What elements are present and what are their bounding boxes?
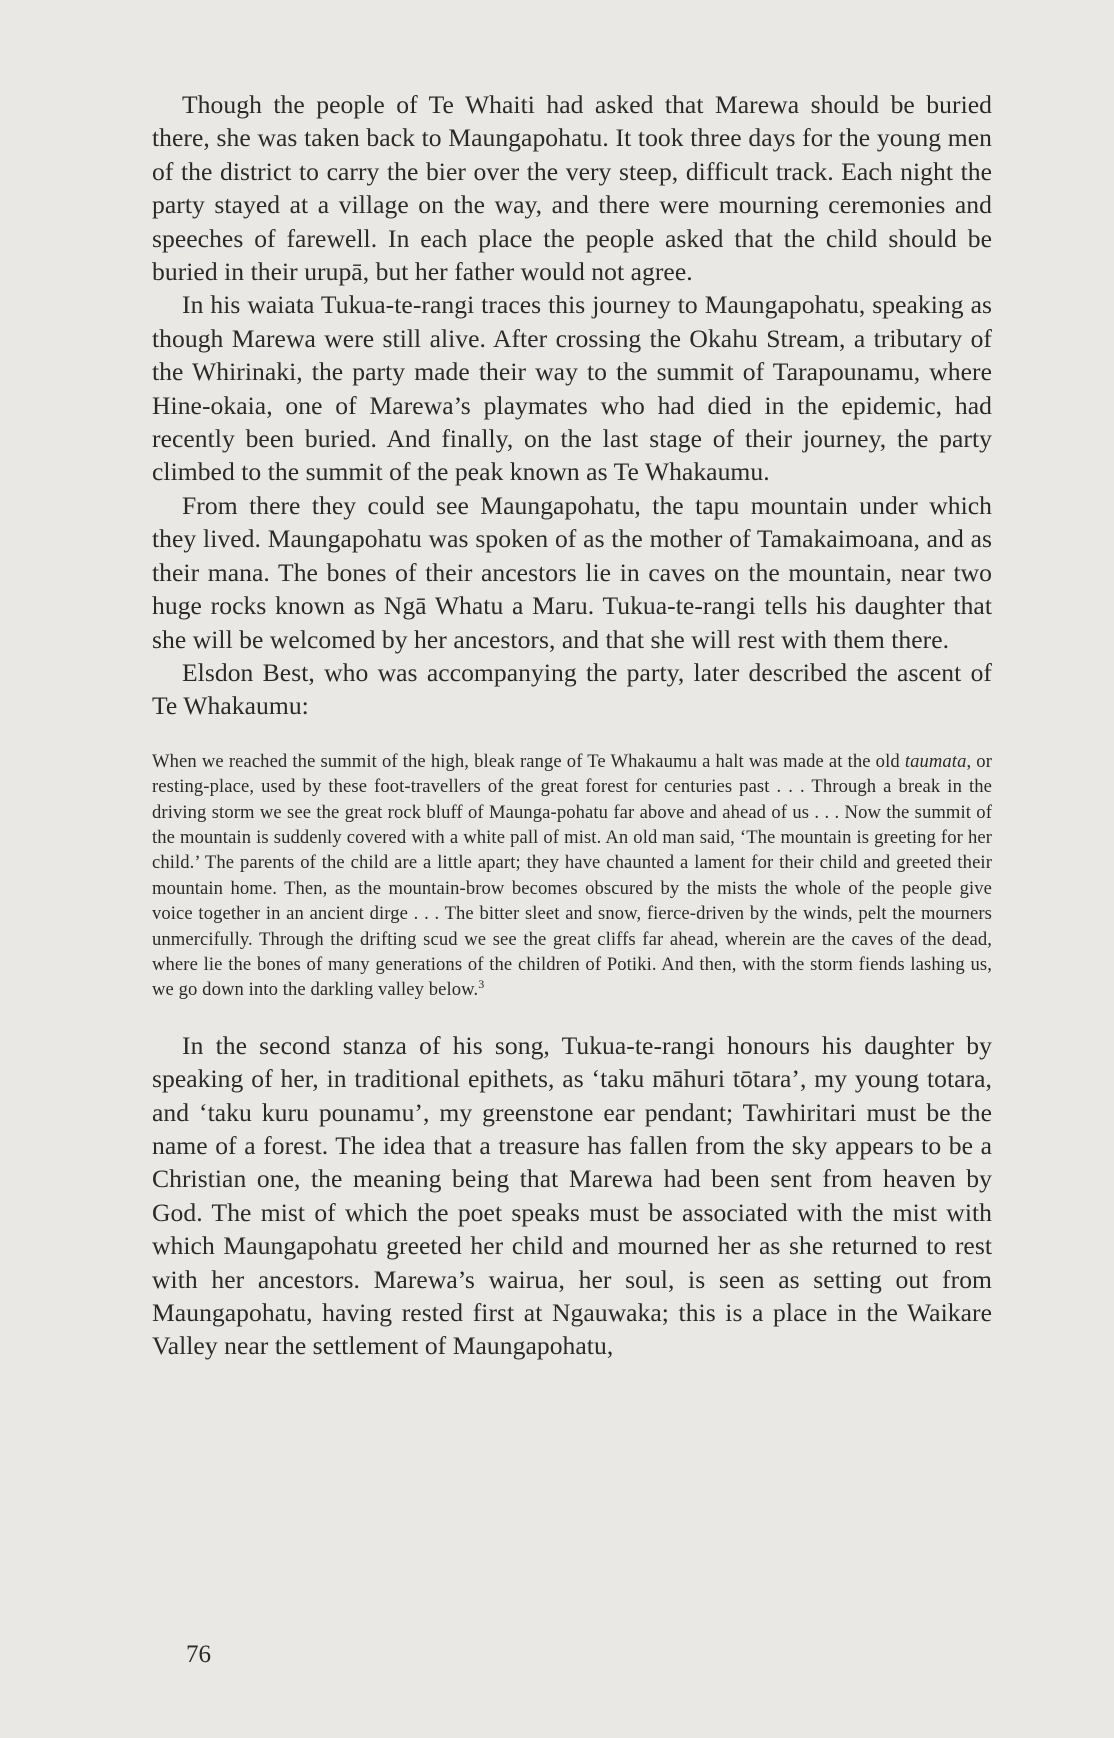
quote-italic-term: taumata <box>904 750 967 772</box>
body-text <box>152 88 992 1363</box>
paragraph-journey: In his waiata Tukua-te-rangi traces this journey to Maungapohatu, speaking as though Marewa were still alive. After crossing the Okahu Stream, a tributary of the Whirinaki, the party made their way to the summit of Tarapounamu, where Hine-okaia, one of Marewa’s playmates who had died in the epidemic, had recently been buried. And finally, on the last stage of their journey, the party climbed to the summit of the peak known as Te Whakaumu. <box>152 290 992 487</box>
page-number: 76 <box>186 1641 211 1668</box>
footnote-reference: 3 <box>478 977 485 992</box>
quote-text-end: , or resting-place, used by these foot-travellers of the great forest for centuries past . . . Through a break in the driving storm we see the great rock bluff of Maunga-pohatu far above and ahead of us . . . Now the summit of the mountain is suddenly covered with a white pall of mist. An old man said, ‘The mountain is greeting for her child.’ The parents of the child are a little apart; they have chaunted a lament for their child and greeted their mountain home. Then, as the mountain-brow becomes obscured by the mists the whole of the people give voice together in an ancient dirge . . . The bitter sleet and snow, fierce-driven by the winds, pelt the mourners unmercifully. Through the drifting scud we see the great cliffs far ahead, wherein are the caves of the dead, where lie the bones of many generations of the children of Potiki. And then, with the storm fiends lashing us, we go down into the darkling valley below. <box>152 750 992 1001</box>
paragraph-burial: Though the people of Te Whaiti had asked that Marewa should be buried there, she was taken back to Maungapohatu. It took three days for the young men of the district to carry the bier over the very steep, difficult track. Each night the party stayed at a village on the way, and there were mourning ceremonies and speeches of farewell. In each place the people asked that the child should be buried in their urupā, but her father would not agree. <box>152 90 992 287</box>
block-quote <box>152 749 992 1003</box>
paragraph-mountain: From there they could see Maungapohatu, the tapu mountain under which they lived. Maungapohatu was spoken of as the mother of Tamakaimoana, and as their mana. The bones of their ancestors lie in caves on the mountain, near two huge rocks known as Ngā Whatu a Maru. Tukua-te-rangi tells his daughter that she will be welcomed by her ancestors, and that she will rest with them there. <box>152 490 992 654</box>
paragraph-best-intro: Elsdon Best, who was accompanying the party, later described the ascent of Te Whakaumu: <box>152 657 992 721</box>
paragraph-second-stanza: In the second stanza of his song, Tukua-te-rangi honours his daughter by speaking of her, in traditional epithets, as ‘taku māhuri tōtara’, my young totara, and ‘taku kuru pounamu’, my greenstone ear pendant; Tawhiritari must be the name of a forest. The idea that a treasure has fallen from the sky appears to be a Christian one, the meaning being that Marewa had been sent from heaven by God. The mist of which the poet speaks must be associated with the mist with which Maungapohatu greeted her child and mourned her as she returned to rest with her ancestors. Marewa’s wairua, her soul, is seen as setting out from Maungapohatu, having rested first at Ngauwaka; this is a place in the Waikare Valley near the settlement of Maungapohatu, <box>152 1030 992 1361</box>
quote-text-start: When we reached the summit of the high, bleak range of Te Whakaumu a halt was made at the old <box>152 750 905 772</box>
